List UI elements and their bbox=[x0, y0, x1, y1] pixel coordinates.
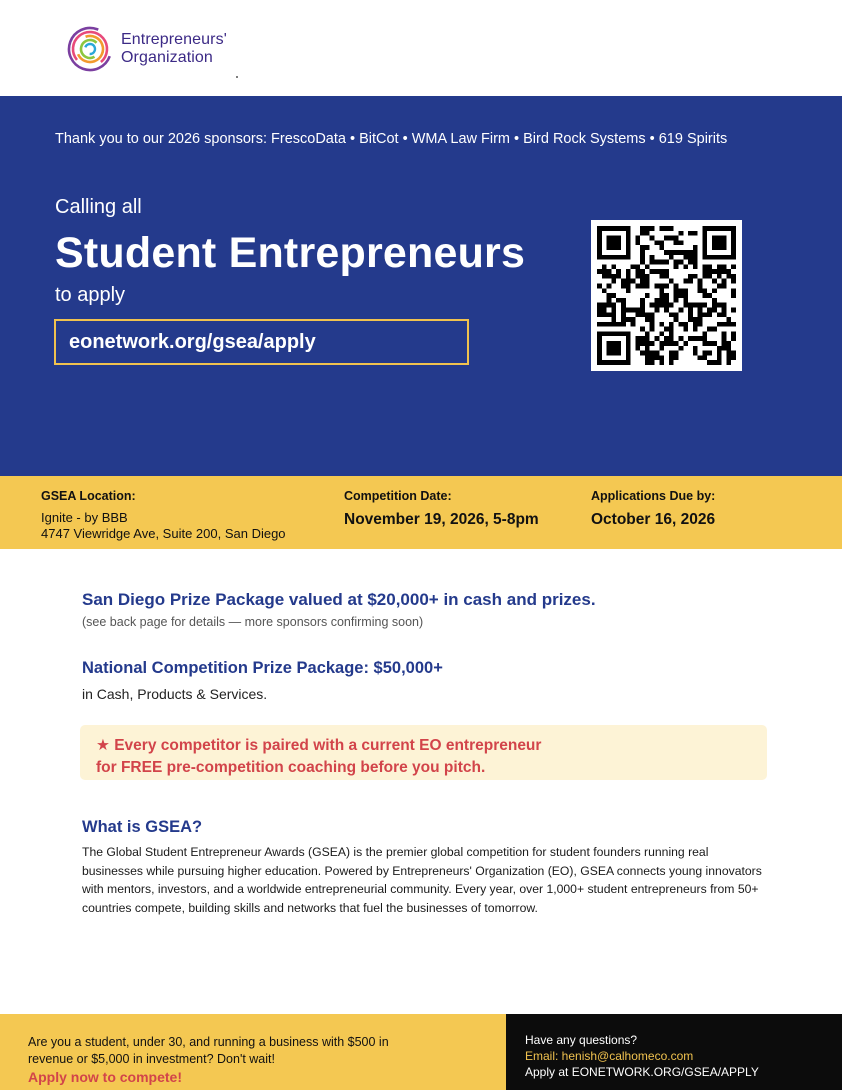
header bbox=[0, 0, 842, 96]
contact-heading: Have any questions? bbox=[525, 1033, 638, 1047]
callout-line2: for FREE pre-competition coaching before you pitch. bbox=[96, 759, 486, 776]
footer-contact bbox=[506, 1014, 842, 1090]
eo-logo bbox=[67, 26, 227, 72]
local-prize-note: (see back page for details — more sponsors confirming soon) bbox=[82, 615, 424, 629]
event-info-band bbox=[0, 476, 842, 549]
eo-rainbow-rings-logo-icon bbox=[67, 26, 113, 72]
location-line2: 4747 Viewridge Ave, Suite 200, San Diego bbox=[41, 526, 286, 541]
about-body: The Global Student Entrepreneur Awards (GSEA) is the premier global competition for student founders running real businesses while pursuing higher education. Powered by Entrepreneurs' Organization (EO), GSEA connects young innovators with mentors, investors, and a worldwide entrepreneurial community. Every year, over 1,000+ student entrepreneurs from 50+ countries compete, building skills and networks that fuel the businesses of tomorrow. bbox=[82, 845, 762, 915]
location-line1: Ignite - by BBB bbox=[41, 510, 128, 525]
apply-cta-link[interactable]: Apply now to compete! bbox=[28, 1069, 182, 1085]
date-block bbox=[344, 489, 539, 529]
to-apply-text: to apply bbox=[55, 284, 126, 306]
contact-email-link[interactable]: Email: henish@calhomeco.com bbox=[525, 1049, 694, 1063]
qr-code-graphic bbox=[597, 226, 736, 365]
eligibility-line1: Are you a student, under 30, and running a business with $500 in bbox=[28, 1035, 389, 1049]
eligibility-line2: revenue or $5,000 in investment? Don't wait! bbox=[28, 1052, 275, 1066]
calling-text: Calling all bbox=[55, 196, 142, 218]
sponsors-line: Thank you to our 2026 sponsors: FrescoData • BitCot • WMA Law Firm • Bird Rock Systems • 619 Spirits bbox=[55, 131, 728, 147]
hero-banner bbox=[0, 96, 842, 476]
due-label: Applications Due by: bbox=[591, 489, 716, 503]
due-block bbox=[591, 489, 715, 529]
logo-text-line1: Entrepreneurs' bbox=[121, 31, 227, 48]
logo-text-line2: Organization bbox=[121, 49, 213, 66]
about-title: What is GSEA? bbox=[82, 818, 203, 836]
logo-wordmark bbox=[121, 31, 227, 67]
coaching-callout bbox=[80, 725, 767, 780]
location-block bbox=[41, 489, 286, 542]
callout-line1: ★ Every competitor is paired with a current EO entrepreneur bbox=[96, 737, 542, 754]
decorative-dot bbox=[236, 76, 238, 78]
qr-code-icon[interactable] bbox=[591, 220, 742, 371]
apply-url-link[interactable]: eonetwork.org/gsea/apply bbox=[54, 319, 469, 365]
headline: Student Entrepreneurs bbox=[55, 229, 526, 277]
location-address bbox=[41, 510, 286, 542]
national-prize-note: in Cash, Products & Services. bbox=[82, 686, 268, 702]
footer-eligibility bbox=[0, 1014, 506, 1090]
national-prize-title: National Competition Prize Package: $50,000+ bbox=[82, 659, 443, 677]
location-label: GSEA Location: bbox=[41, 489, 136, 503]
due-value: October 16, 2026 bbox=[591, 511, 716, 528]
contact-apply-link[interactable]: Apply at EONETWORK.ORG/GSEA/APPLY bbox=[525, 1065, 759, 1079]
date-value: November 19, 2026, 5-8pm bbox=[344, 511, 539, 528]
eligibility-question bbox=[28, 1034, 506, 1068]
local-prize-title: San Diego Prize Package valued at $20,000+ in cash and prizes. bbox=[82, 590, 596, 609]
date-label: Competition Date: bbox=[344, 489, 452, 503]
